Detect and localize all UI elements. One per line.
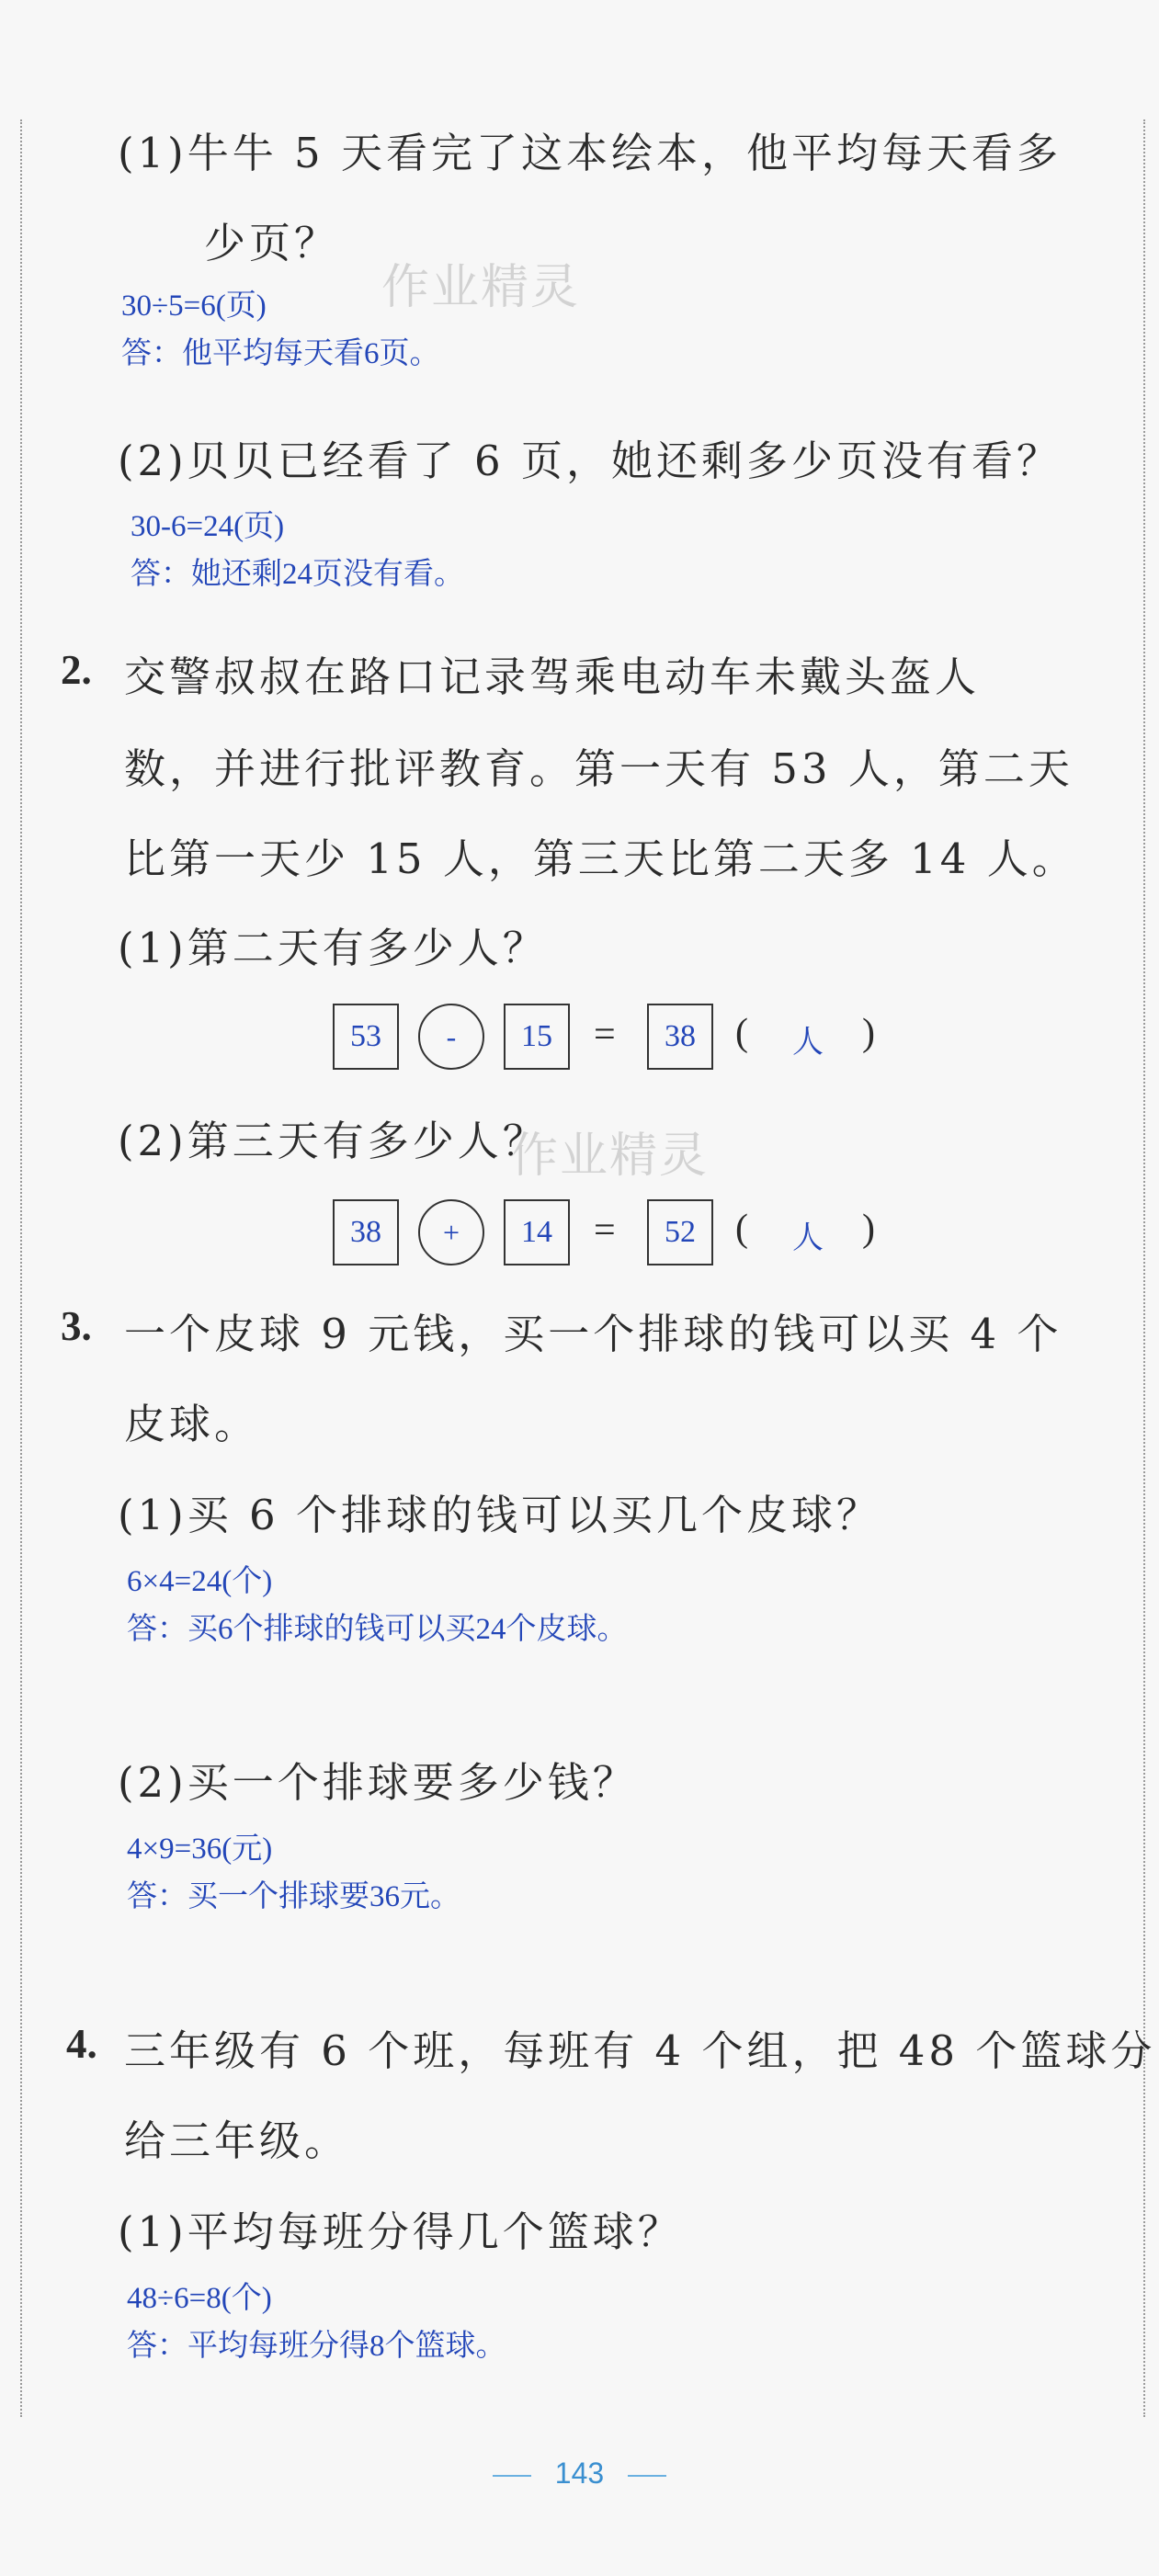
q2-eq1-operand-a: 53 — [333, 1004, 399, 1070]
q4-sub1-answer-text: 答：平均每班分得8个篮球。 — [127, 2330, 506, 2363]
q1-sub1-answer-text: 答：他平均每天看6页。 — [121, 337, 440, 370]
q3-line1: 一个皮球 9 元钱，买一个排球的钱可以买 4 个 — [124, 1310, 1062, 1358]
q1-sub2: (2)贝贝已经看了 6 页，她还剩多少页没有看？ — [118, 437, 1062, 485]
q2-eq1-result: 38 — [647, 1004, 713, 1070]
page-number — [0, 2457, 1159, 2491]
q2-eq1-paren-open: ( — [735, 1012, 748, 1054]
watermark: 作业精灵 — [381, 260, 581, 315]
q2-sub2: (2)第三天有多少人？ — [118, 1117, 548, 1165]
q4-sub1-answer-equation: 48÷6=8(个) — [127, 2282, 272, 2315]
q2-eq2-operand-b: 14 — [504, 1199, 570, 1265]
page-number-dash-right — [628, 2475, 666, 2477]
q1-sub1-line1: (1)牛牛 5 天看完了这本绘本，他平均每天看多 — [118, 129, 1062, 177]
q2-eq2-equals: = — [594, 1209, 616, 1252]
q2-sub1: (1)第二天有多少人？ — [118, 924, 548, 972]
q2-eq1-unit: 人 — [792, 1024, 824, 1061]
q2-eq2-paren-close: ) — [862, 1208, 875, 1250]
q1-sub2-answer-equation: 30-6=24(页) — [131, 510, 285, 543]
q2-eq1-operator: - — [418, 1004, 484, 1070]
page-number-dash-left — [493, 2475, 531, 2477]
q2-number: 2. — [61, 647, 92, 693]
q4-sub1: (1)平均每班分得几个篮球？ — [118, 2207, 683, 2256]
q2-eq1-equals: = — [594, 1014, 616, 1056]
q3-line2: 皮球。 — [124, 1400, 260, 1448]
q4-line1: 三年级有 6 个班，每班有 4 个组，把 48 个篮球分 — [124, 2026, 1156, 2075]
q1-sub1-line2: 少页？ — [204, 219, 340, 267]
q3-sub1-answer-text: 答：买6个排球的钱可以买24个皮球。 — [127, 1613, 628, 1646]
q2-eq1-operand-b: 15 — [504, 1004, 570, 1070]
q1-sub2-answer-text: 答：她还剩24页没有看。 — [131, 558, 464, 591]
q2-eq2-operand-a: 38 — [333, 1199, 399, 1265]
q3-sub2: (2)买一个排球要多少钱？ — [118, 1758, 638, 1807]
q3-sub2-answer-text: 答：买一个排球要36元。 — [127, 1880, 460, 1913]
q3-sub2-answer-equation: 4×9=36(元) — [127, 1833, 273, 1866]
q3-sub1-answer-equation: 6×4=24(个) — [127, 1565, 273, 1598]
q3-number: 3. — [61, 1303, 92, 1349]
left-dotted-border — [20, 119, 22, 2417]
q4-number: 4. — [66, 2021, 97, 2067]
q2-line2: 数，并进行批评教育。第一天有 53 人，第二天 — [124, 744, 1074, 793]
page-number-value: 143 — [554, 2457, 605, 2490]
q1-sub1-answer-equation: 30÷5=6(页) — [121, 289, 267, 323]
q2-eq2-unit: 人 — [792, 1220, 824, 1256]
q2-line3: 比第一天少 15 人，第三天比第二天多 14 人。 — [124, 834, 1077, 883]
q2-eq2-operator: + — [418, 1199, 484, 1265]
q3-sub1: (1)买 6 个排球的钱可以买几个皮球？ — [118, 1491, 881, 1539]
q2-eq1-paren-close: ) — [862, 1012, 875, 1054]
q2-eq2-result: 52 — [647, 1199, 713, 1265]
q2-line1: 交警叔叔在路口记录驾乘电动车未戴头盔人 — [124, 653, 981, 701]
q4-line2: 给三年级。 — [124, 2116, 350, 2165]
q2-eq2-paren-open: ( — [735, 1208, 748, 1250]
watermark: 作业精灵 — [510, 1129, 710, 1184]
